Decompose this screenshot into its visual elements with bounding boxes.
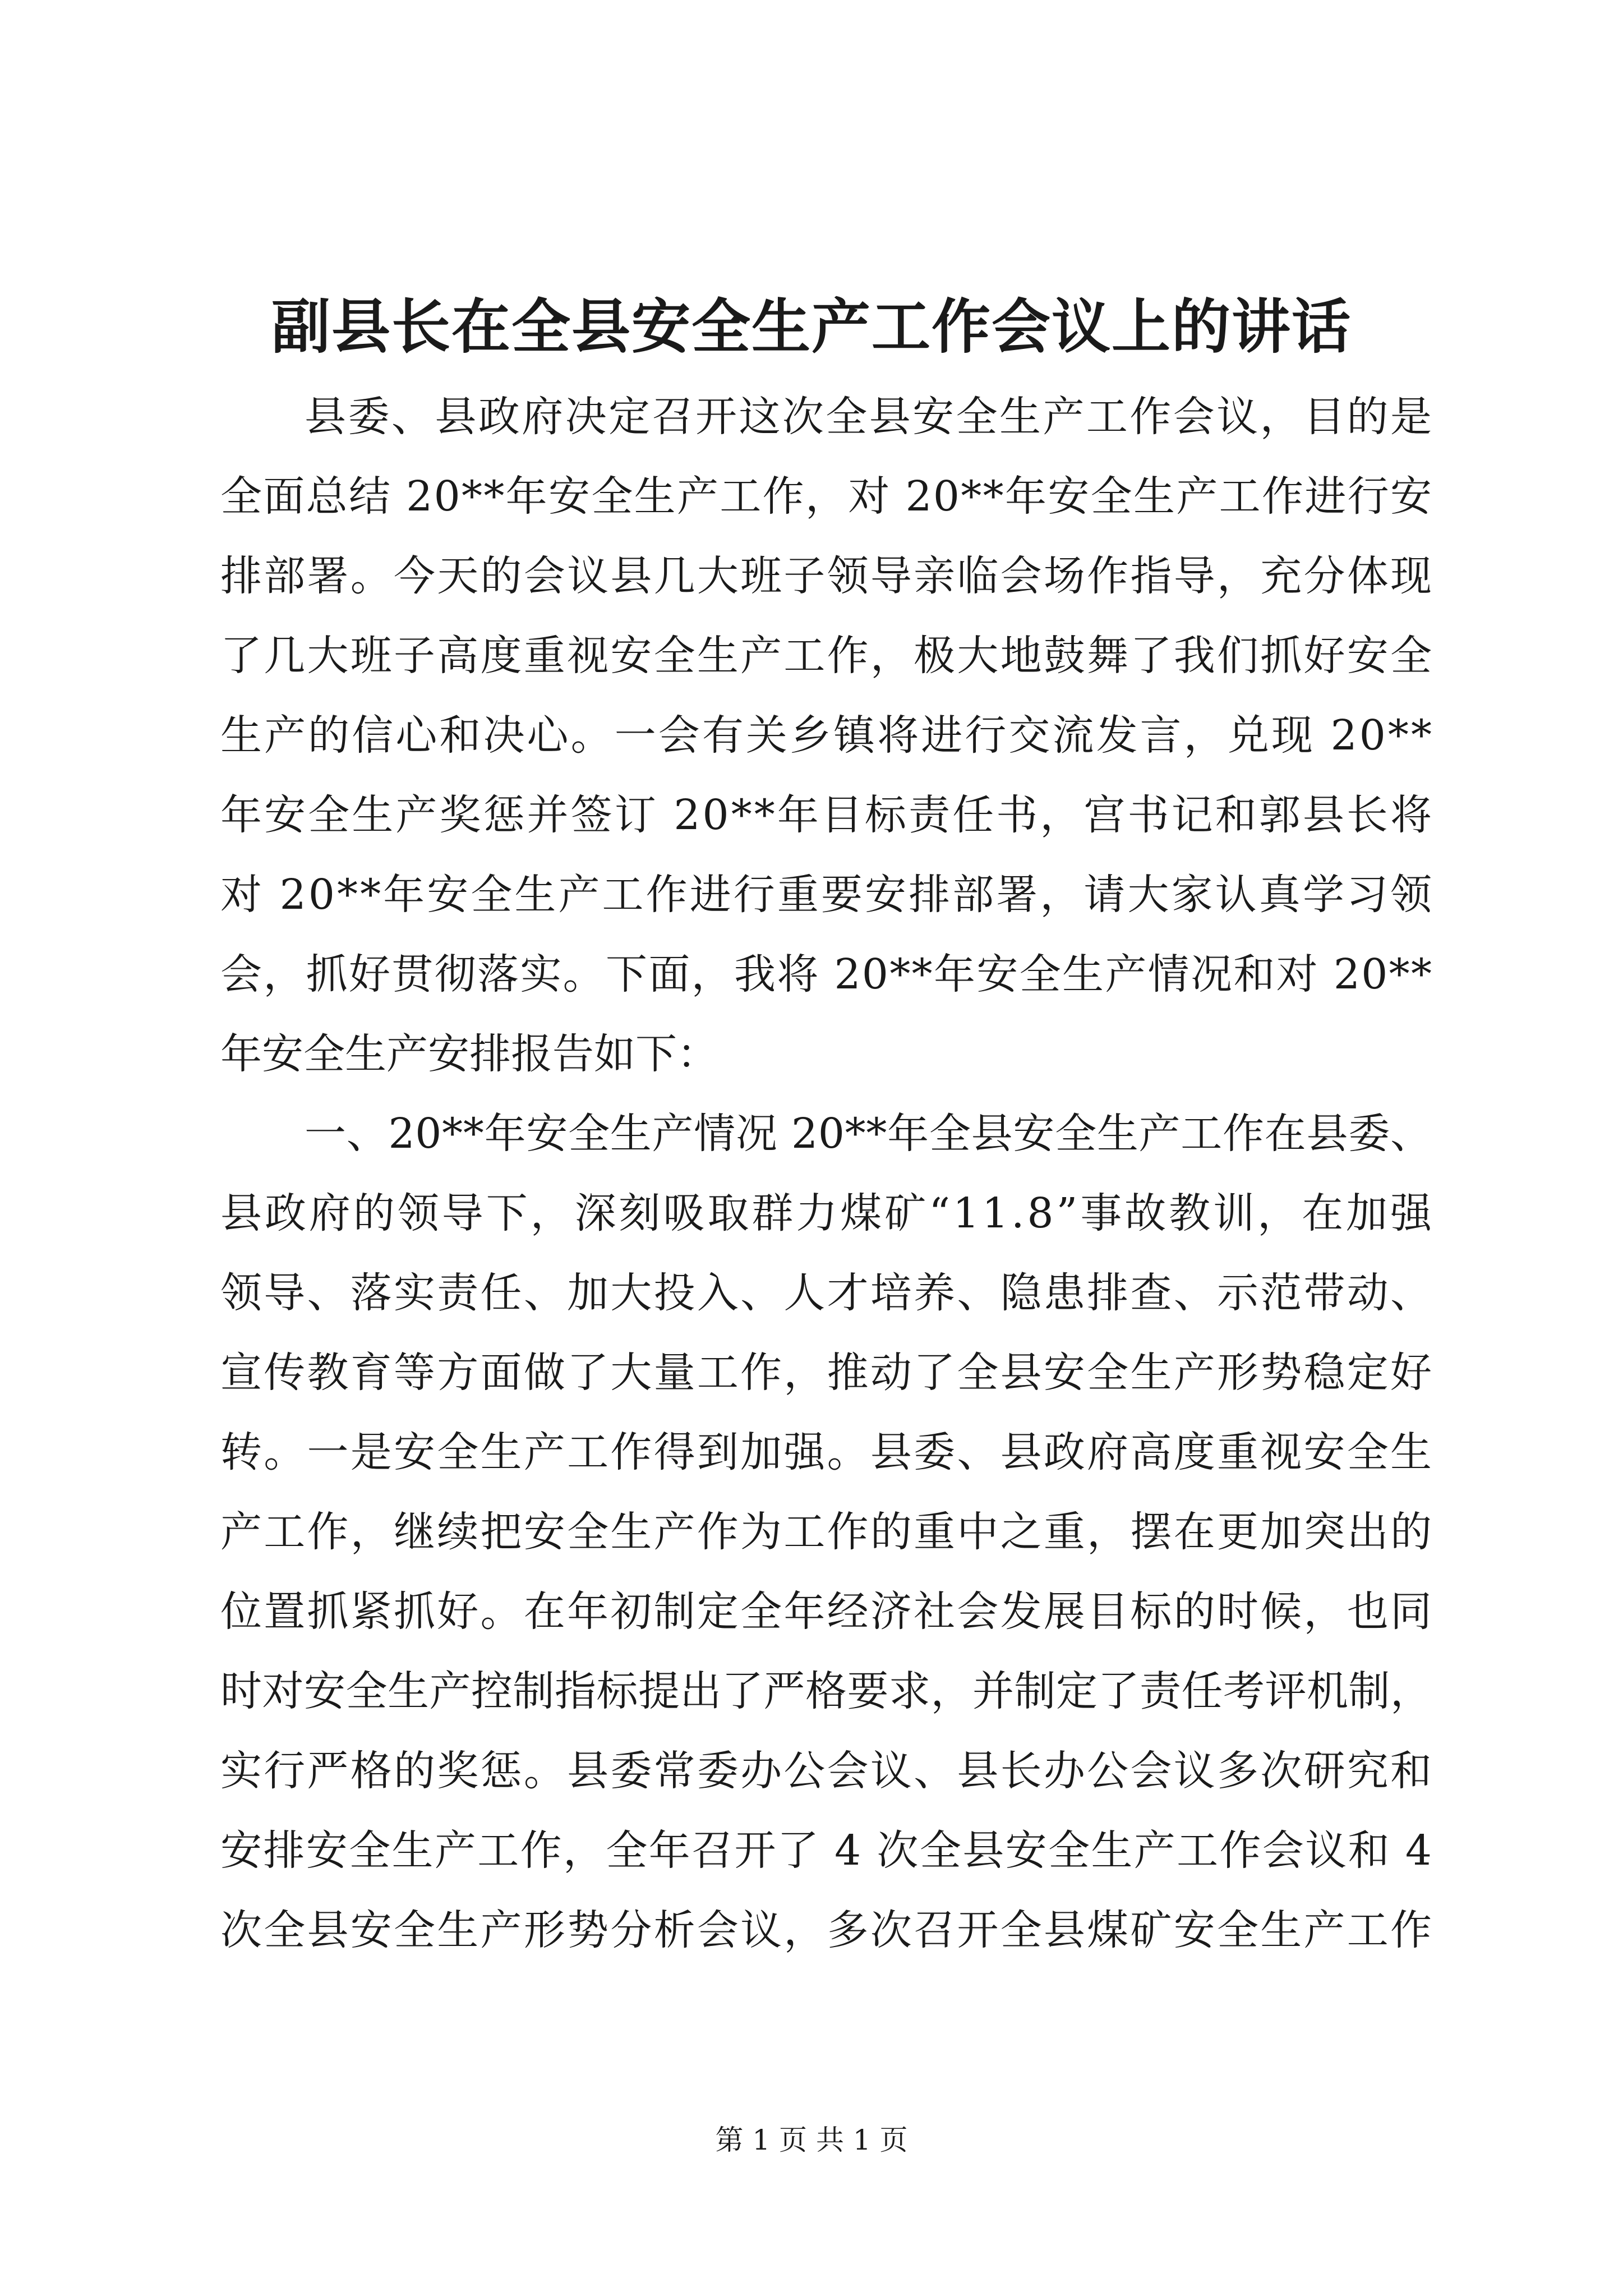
paragraph-line: 全面总结 20**年安全生产工作，对 20**年安全生产工作进行安 bbox=[220, 472, 1433, 521]
paragraph-line: 转。一是安全生产工作得到加强。县委、县政府高度重视安全生 bbox=[220, 1428, 1434, 1476]
paragraph-line: 时对安全生产控制指标提出了严格要求，并制定了责任考评机制， bbox=[220, 1667, 1432, 1715]
paragraph-line: 年安全生产奖惩并签订 20**年目标责任书，宫书记和郭县长将 bbox=[220, 791, 1435, 839]
paragraph-line: 领导、落实责任、加大投入、人才培养、隐患排查、示范带动、 bbox=[220, 1269, 1434, 1317]
paragraph-line: 县委、县政府决定召开这次全县安全生产工作会议，目的是 bbox=[305, 393, 1434, 441]
paragraph-line: 生产的信心和决心。一会有关乡镇将进行交流发言，兑现 20** bbox=[220, 711, 1435, 760]
paragraph-line: 安排安全生产工作，全年召开了 4 次全县安全生产工作会议和 4 bbox=[220, 1826, 1433, 1875]
paragraph-line: 会，抓好贯彻落实。下面，我将 20**年安全生产情况和对 20** bbox=[220, 950, 1433, 999]
paragraph-line: 年安全生产安排报告如下： bbox=[220, 1030, 718, 1078]
paragraph-line: 产工作，继续把安全生产作为工作的重中之重，摆在更加突出的 bbox=[220, 1508, 1434, 1556]
paragraph-line: 县政府的领导下，深刻吸取群力煤矿“11.8”事故教训，在加强 bbox=[220, 1189, 1435, 1237]
page-title: 副县长在全县安全生产工作会议上的讲话 bbox=[271, 292, 1352, 361]
paragraph-line: 排部署。今天的会议县几大班子领导亲临会场作指导，充分体现 bbox=[220, 552, 1434, 600]
paragraph-line: 宣传教育等方面做了大量工作，推动了全县安全生产形势稳定好 bbox=[220, 1349, 1434, 1397]
paragraph-line: 了几大班子高度重视安全生产工作，极大地鼓舞了我们抓好安全 bbox=[220, 632, 1434, 680]
paragraph-line: 次全县安全生产形势分析会议，多次召开全县煤矿安全生产工作 bbox=[220, 1906, 1434, 1954]
paragraph-line: 对 20**年安全生产工作进行重要安排部署，请大家认真学习领 bbox=[220, 871, 1435, 919]
paragraph-line: 一、20**年安全生产情况 20**年全县安全生产工作在县委、 bbox=[305, 1110, 1432, 1158]
paragraph-line: 实行严格的奖惩。县委常委办公会议、县长办公会议多次研究和 bbox=[220, 1747, 1434, 1795]
paragraph-line: 位置抓紧抓好。在年初制定全年经济社会发展目标的时候，也同 bbox=[220, 1588, 1434, 1636]
page-footer: 第 1 页 共 1 页 bbox=[715, 2124, 908, 2156]
document-body bbox=[220, 374, 1435, 1967]
